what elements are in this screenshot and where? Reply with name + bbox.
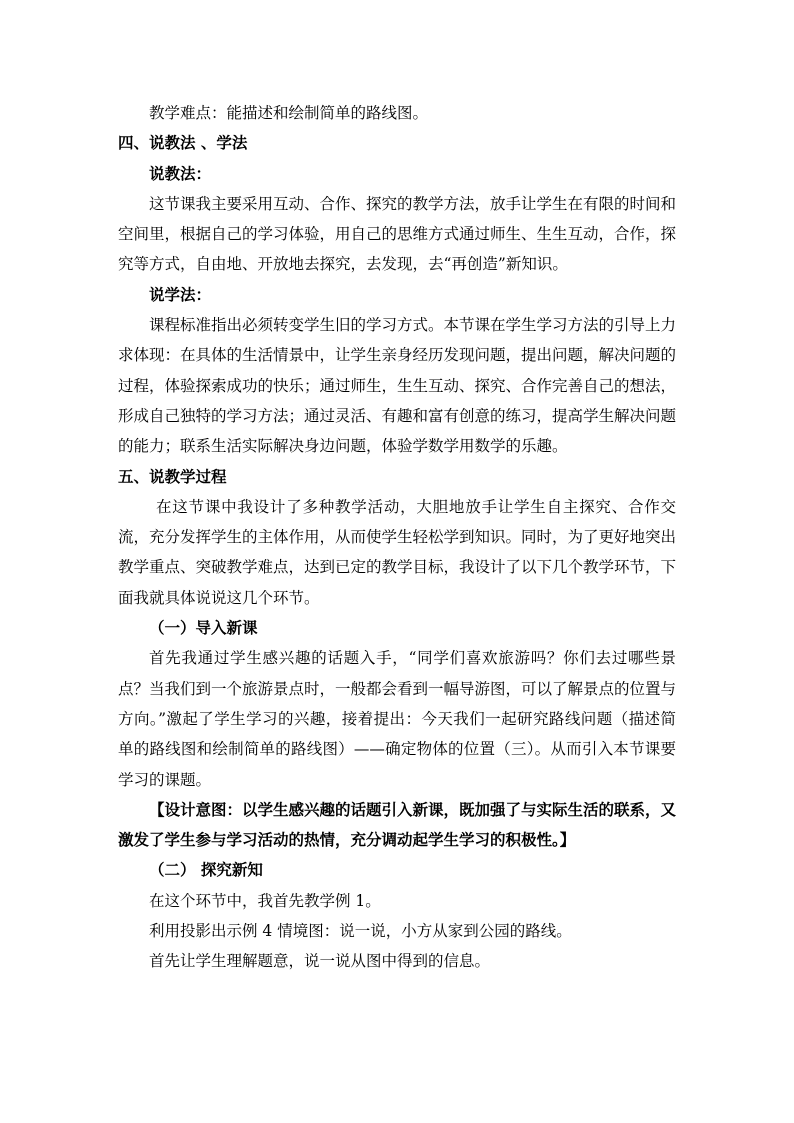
subheading-explore: （二） 探究新知 bbox=[149, 860, 263, 880]
subheading-teaching-method: 说教法： bbox=[149, 163, 212, 183]
paragraph-understand: 首先让学生理解题意，说一说从图中得到的信息。 bbox=[149, 952, 491, 971]
section-heading-process: 五、说教学过程 bbox=[118, 466, 227, 486]
subheading-introduction: （一）导入新课 bbox=[149, 618, 258, 638]
document-body bbox=[118, 98, 676, 977]
paragraph-teaching-method: 这节课我主要采用互动、合作、探究的教学方法，放手让学生在有限的时间和空间里，根据自己的学习体验，用自己的思维方式通过师生、生生互动，合作，探究等方式，自由地、开放地去探究，去发现，去“再创造”新知识。 bbox=[118, 194, 677, 274]
paragraph-design-intent: 【设计意图：以学生感兴趣的话题引入新课，既加强了与实际生活的联系，又激发了学生参与学习活动的热情，充分调动起学生学习的积极性。】 bbox=[118, 799, 677, 850]
paragraph-introduction: 首先我通过学生感兴趣的话题入手，“同学们喜欢旅游吗？你们去过哪些景点？当我们到一个旅游景点时，一般都会看到一幅导游图，可以了解景点的位置与方向。”激起了学生学习的兴趣，接着提出：今天我们一起研究路线问题（描述简单的路线图和绘制简单的路线图）——确定物体的位置（三）。从而引入本节课要学习的课题。 bbox=[118, 649, 677, 789]
section-heading-methods: 四、说教法 、学法 bbox=[118, 133, 248, 153]
subheading-learning-method: 说学法： bbox=[149, 284, 212, 304]
paragraph-example-4: 利用投影出示例 4 情境图：说一说，小方从家到公园的路线。 bbox=[149, 922, 572, 941]
paragraph-learning-method: 课程标准指出必须转变学生旧的学习方式。本节课在学生学习方法的引导上力求体现：在具体的生活情景中，让学生亲身经历发现问题，提出问题，解决问题的过程，体验探索成功的快乐；通过师生，生生互动、探究、合作完善自己的想法，形成自己独特的学习方法；通过灵活、有趣和富有创意的练习，提高学生解决问题的能力；联系生活实际解决身边问题，体验学数学用数学的乐趣。 bbox=[118, 316, 677, 456]
paragraph-difficulty: 教学难点：能描述和绘制简单的路线图。 bbox=[149, 104, 429, 122]
paragraph-process-intro: 在这节课中我设计了多种教学活动，大胆地放手让学生自主探究、合作交流，充分发挥学生的主体作用，从而使学生轻松学到知识。同时，为了更好地突出教学重点、突破教学难点，达到已定的教学目标，我设计了以下几个教学环节，下面我就具体说说这几个环节。 bbox=[118, 497, 677, 607]
paragraph-example-1: 在这个环节中，我首先教学例 1。 bbox=[149, 891, 381, 910]
